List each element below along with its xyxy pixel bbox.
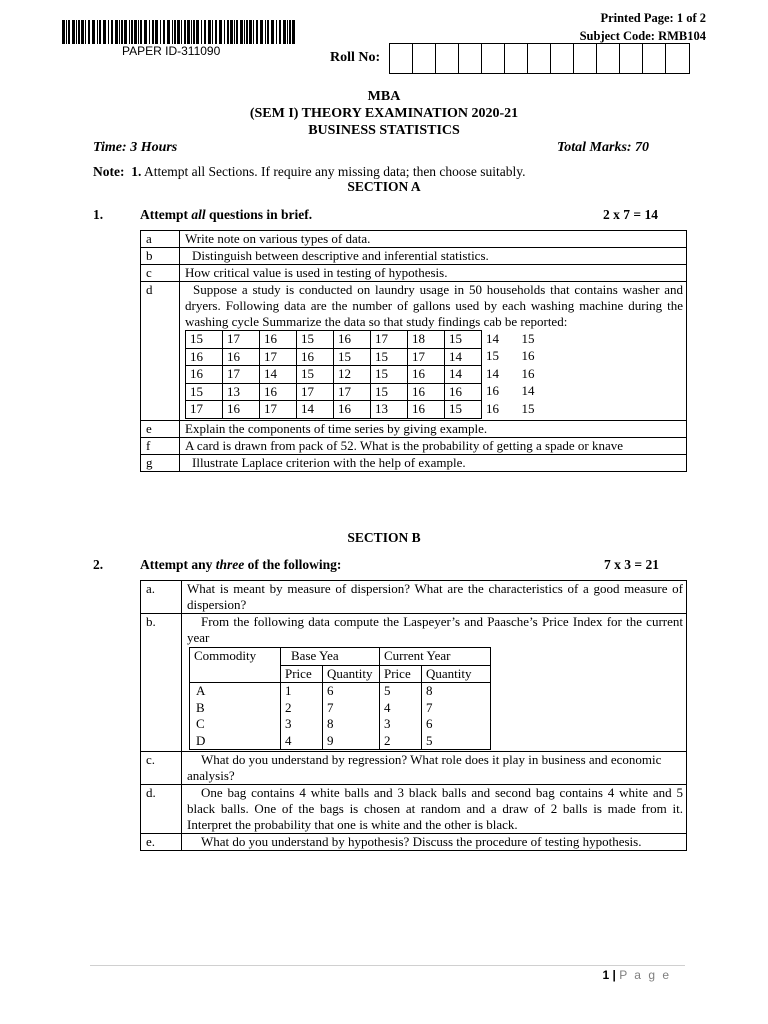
table-cell: 16 [408, 383, 445, 401]
table-cell: 13 [371, 401, 408, 419]
table-cell: 17 [297, 383, 334, 401]
question-label: e [141, 420, 180, 437]
laundry-data-table [185, 330, 553, 419]
roll-no-box[interactable] [413, 44, 436, 73]
question-text: Distinguish between descriptive and inferential statistics. [180, 248, 687, 265]
table-cell: 15 [186, 331, 223, 349]
table-row [186, 401, 553, 419]
question-text: What do you understand by regression? What role does it play in business and economic analysis? [182, 752, 687, 785]
table-row: C 3 8 3 6 [190, 716, 491, 733]
table-cell: 14 [486, 365, 499, 381]
table-cell: 15 [371, 348, 408, 366]
roll-no-box[interactable] [436, 44, 459, 73]
sub-quantity: Quantity [422, 665, 491, 683]
table-cell: 16 [260, 331, 297, 349]
question-row [141, 265, 687, 282]
table-cell: 15 [186, 383, 223, 401]
exam-program: MBA [367, 89, 401, 104]
section-b-heading: SECTION B [347, 530, 421, 545]
page-word: P a g e [619, 968, 671, 982]
exam-time: Time: 3 Hours [93, 140, 178, 155]
table-cell: 15 [486, 348, 499, 363]
table-cell: 17 [223, 366, 260, 384]
table-cell: 15 [371, 366, 408, 384]
table-cell: 14 [260, 366, 297, 384]
subject-code-label: Subject Code: [579, 29, 655, 43]
q2-number: 2. [93, 557, 104, 572]
table-row [186, 348, 553, 366]
table-cell: 15 [297, 366, 334, 384]
roll-no-boxes[interactable] [389, 43, 690, 74]
roll-no-label: Roll No: [330, 50, 381, 65]
question-row [141, 614, 687, 752]
question-row [141, 752, 687, 785]
table-cell: 17 [186, 401, 223, 419]
table-cell: 16 [223, 401, 260, 419]
sub-quantity: Quantity [323, 665, 380, 683]
table-cell: 16 [486, 400, 499, 416]
table-cell: 16 [297, 348, 334, 366]
question-text: From the following data compute the Laspeyer’s and Paasche’s Price Index for the current year [187, 614, 683, 645]
question-text: Write note on various types of data. [180, 231, 687, 248]
exam-subject: BUSINESS STATISTICS [308, 123, 460, 138]
table-cell: 12 [334, 366, 371, 384]
question-row [141, 785, 687, 834]
question-label: a [141, 231, 180, 248]
price-index-table [189, 647, 491, 750]
printed-page-label: Printed Page: [600, 11, 674, 25]
table-cell: 16 [408, 366, 445, 384]
question-row [141, 282, 687, 421]
question-row [141, 420, 687, 437]
paper-id: PAPER ID-311090 [122, 44, 221, 58]
question-label: d. [141, 785, 182, 834]
question-row [141, 437, 687, 454]
page-separator: | [612, 968, 616, 982]
roll-no-box[interactable] [459, 44, 482, 73]
question-label: e. [141, 834, 182, 851]
printed-page-value: 1 of 2 [676, 11, 706, 25]
table-cell: 16 [408, 401, 445, 419]
table-cell: 16 [445, 383, 482, 401]
question-row [141, 834, 687, 851]
printed-page-block [580, 9, 706, 45]
table-cell: 14 [445, 348, 482, 366]
q2-marks: 7 x 3 = 21 [604, 557, 659, 572]
footer-divider [90, 965, 685, 966]
table-cell: 17 [260, 401, 297, 419]
table-cell: 17 [371, 331, 408, 349]
col-commodity: Commodity [190, 648, 281, 683]
table-cell: 18 [408, 331, 445, 349]
col-current-year: Current Year [380, 648, 491, 666]
table-cell: 15 [521, 400, 535, 416]
table-cell: 13 [223, 383, 260, 401]
section-a-heading: SECTION A [347, 179, 421, 194]
table-row: D 4 9 2 5 [190, 733, 491, 750]
table-cell: 14 [297, 401, 334, 419]
section-b-table [140, 580, 687, 851]
table-cell: 16 [186, 348, 223, 366]
question-label: a. [141, 581, 182, 614]
roll-no-box[interactable] [666, 44, 689, 73]
roll-no-box[interactable] [597, 44, 620, 73]
question-text: How critical value is used in testing of hypothesis. [180, 265, 687, 282]
table-cell: 14 [445, 366, 482, 384]
q2-instruction: Attempt any three of the following: [140, 557, 342, 572]
question-text: What do you understand by hypothesis? Discuss the procedure of testing hypothesis. [182, 834, 687, 851]
table-cell: 16 [260, 383, 297, 401]
question-row [141, 248, 687, 265]
table-cell: 15 [445, 331, 482, 349]
roll-no-box[interactable] [505, 44, 528, 73]
table-cell: 16 [186, 366, 223, 384]
table-cell: 17 [334, 383, 371, 401]
question-label: b [141, 248, 180, 265]
note-number: 1. [131, 164, 142, 179]
roll-no-box[interactable] [643, 44, 666, 73]
table-row [186, 331, 553, 349]
question-row [141, 581, 687, 614]
subject-code-value: RMB104 [658, 29, 706, 43]
question-text: Explain the components of time series by giving example. [180, 420, 687, 437]
table-cell: 16 [521, 348, 535, 363]
exam-total-marks: Total Marks: 70 [557, 140, 650, 155]
question-text: What is meant by measure of dispersion? What are the characteristics of a good measure of dispersion? [182, 581, 687, 614]
table-cell: 16 [334, 331, 371, 349]
page-number: 1 [602, 968, 610, 982]
question-label: b. [141, 614, 182, 752]
table-cell: 16 [223, 348, 260, 366]
table-cell: 16 [334, 401, 371, 419]
question-text: Illustrate Laplace criterion with the help of example. [180, 454, 687, 471]
question-label: f [141, 437, 180, 454]
roll-no-box[interactable] [390, 44, 413, 73]
col-base-year: Base Yea [281, 648, 380, 666]
question-row [141, 231, 687, 248]
table-cell: 14 [521, 383, 535, 398]
roll-no-box[interactable] [574, 44, 597, 73]
roll-no-box[interactable] [551, 44, 574, 73]
table-cell: 16 [486, 383, 499, 398]
question-row [141, 454, 687, 471]
sub-price: Price [281, 665, 323, 683]
section-a-table [140, 230, 687, 472]
table-cell: 15 [297, 331, 334, 349]
table-row: A 1 6 5 8 [190, 683, 491, 700]
question-label: g [141, 454, 180, 471]
q1-marks: 2 x 7 = 14 [603, 207, 658, 222]
question-text: A card is drawn from pack of 52. What is the probability of getting a spade or knave [180, 437, 687, 454]
q1-instruction: Attempt all questions in brief. [140, 207, 313, 222]
question-label: c [141, 265, 180, 282]
question-label: d [141, 282, 180, 421]
table-row [186, 383, 553, 401]
question-text: One bag contains 4 white balls and 3 black balls and second bag contains 4 white and 5 black balls. One of the bags is chosen at random and a draw of 2 balls is made from it. Interpret the probability that one is white and the other is black. [182, 785, 687, 834]
table-cell: 15 [334, 348, 371, 366]
note-label: Note: [93, 164, 125, 179]
table-row: B 2 7 4 7 [190, 700, 491, 717]
roll-no-box[interactable] [620, 44, 643, 73]
table-cell: 15 [521, 330, 535, 346]
table-cell: 17 [223, 331, 260, 349]
barcode-image [62, 20, 296, 44]
table-cell: 17 [408, 348, 445, 366]
page-footer [602, 968, 671, 982]
table-cell: 16 [521, 365, 535, 381]
table-cell: 14 [486, 330, 499, 346]
question-label: c. [141, 752, 182, 785]
sub-price: Price [380, 665, 422, 683]
exam-note [93, 164, 526, 180]
roll-no-box[interactable] [528, 44, 551, 73]
note-text: Attempt all Sections. If require any missing data; then choose suitably. [144, 164, 526, 179]
q1-number: 1. [93, 207, 104, 222]
question-text: Suppose a study is conducted on laundry usage in 50 households that contains washer and dryers. Following data are the number of gallons used by each washing machine during the washing cycle Summarize the data so that study findings cab be reported: [185, 282, 683, 329]
table-cell: 17 [260, 348, 297, 366]
table-cell: 15 [371, 383, 408, 401]
roll-no-box[interactable] [482, 44, 505, 73]
table-cell: 15 [445, 401, 482, 419]
table-row [186, 366, 553, 384]
exam-title: (SEM I) THEORY EXAMINATION 2020-21 [249, 106, 519, 121]
